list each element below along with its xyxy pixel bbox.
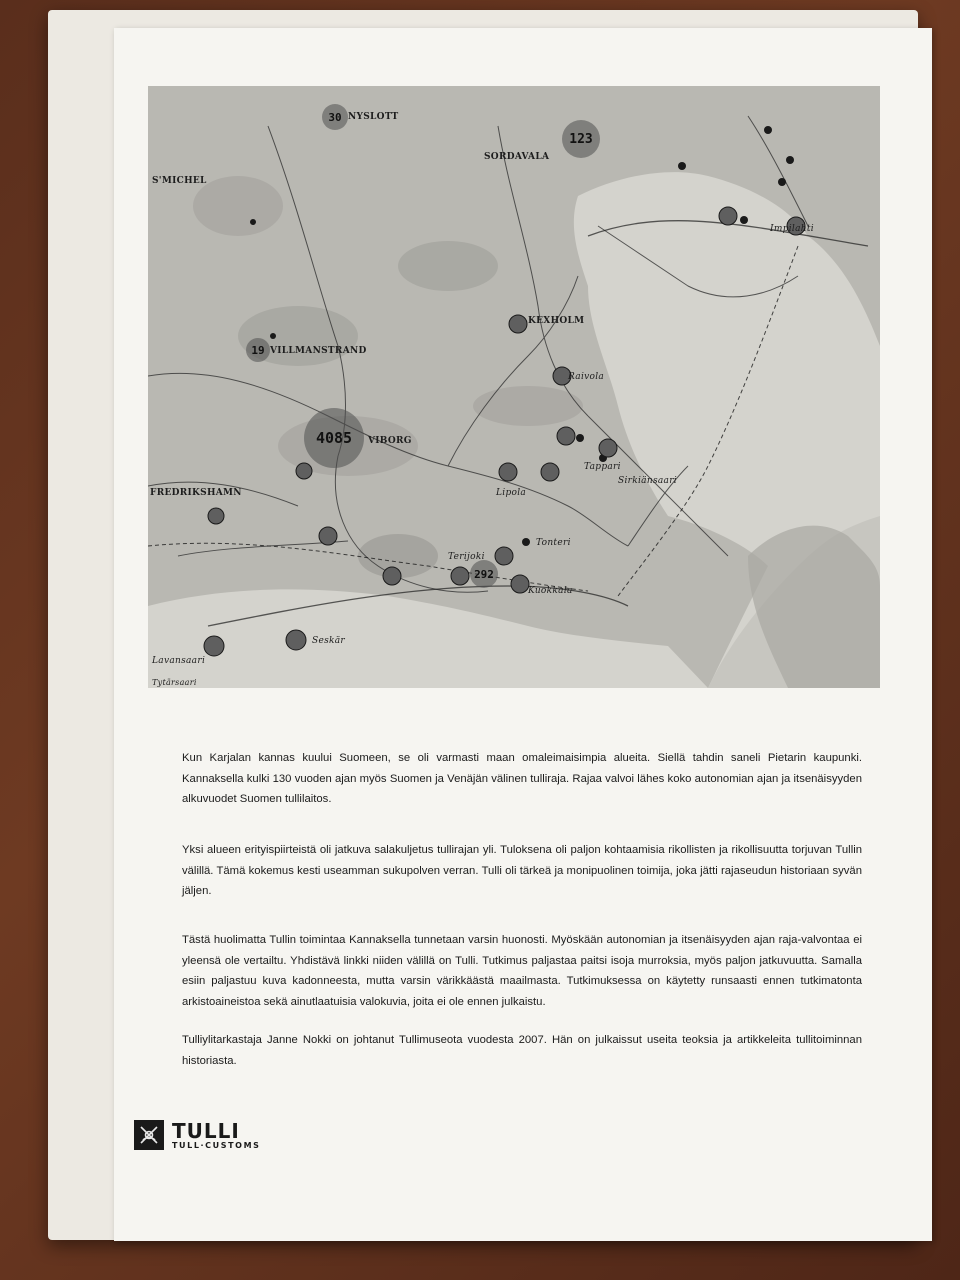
label-tappari: Tappari (584, 462, 621, 472)
count-villmanstrand: 19 (246, 338, 270, 362)
label-st-michel: S'MICHEL (152, 176, 207, 186)
paragraph-author: Tulliylitarkastaja Janne Nokki on johtanut Tullimuseota vuodesta 2007. Hän on julkaissut useita teoksia ja artikkeleita tullitoiminnan historiasta. (182, 1034, 862, 1067)
count-viborg: 4085 (304, 408, 364, 468)
logo-name: TULLI (172, 1118, 240, 1143)
label-terijoki: Terijoki (448, 552, 485, 562)
paragraph-intro: Kun Karjalan kannas kuului Suomeen, se oli varmasti maan omaleimaisimpia alueita. Siellä tahdin saneli Pietarin kaupunki. Kannaksella kulki 130 vuoden ajan myös Suomen ja Venäjän välinen tulliraja. Rajaa valvoi lähes koko autonomian ajan ja itsenäisyyden alkuvuodet Suomen tullilaitos. (182, 752, 862, 805)
paragraph-research: Tästä huolimatta Tullin toimintaa Kannaksella tunnetaan varsin huonosti. Myöskään autonomian ja itsenäisyyden ajan raja-valvontaa ei yleensä ole vertailtu. Yhdistävä linkki niiden välillä on Tulli. Tutkimus paljastaa paitsi isoja murroksia, myös paljon jatkuvuutta. Samalla esiin paljastuu kuva kadonneesta, mutta varsin värikkäästä maailmasta. Tutkimuksessa on käytetty runsaasti ennen tutkimatonta arkistoaineistoa sekä ainutlaatuisia valokuvia, joita ei ole ennen julkaistu. (182, 934, 862, 1008)
map-graphic (148, 86, 880, 688)
customs-emblem-icon (134, 1120, 164, 1150)
label-lipola: Lipola (496, 488, 527, 498)
label-seskar: Seskär (312, 636, 346, 646)
tulli-logo (134, 1120, 261, 1150)
label-nyslott: NYSLOTT (348, 112, 399, 122)
book-cover (48, 10, 918, 1240)
back-cover-page (114, 28, 932, 1241)
label-viborg: VIBORG (368, 436, 412, 446)
label-sordavala: SORDAVALA (484, 152, 550, 162)
count-nyslott: 30 (322, 104, 348, 130)
count-sordavala: 123 (562, 120, 600, 158)
label-kexholm: KEXHOLM (528, 316, 585, 326)
historical-map (148, 86, 880, 688)
label-tonteri: Tonteri (536, 538, 571, 548)
label-tytarsaari: Tytärsaari (152, 678, 197, 687)
count-terijoki: 292 (470, 560, 498, 588)
label-fredrikshamn: FREDRIKSHAMN (150, 488, 242, 498)
label-villmanstrand: VILLMANSTRAND (270, 346, 367, 356)
logo-subtitle: TULL·CUSTOMS (172, 1140, 261, 1150)
label-raivola: Raivola (568, 372, 605, 382)
label-sirkiansaari: Sirkiänsaari (618, 476, 677, 486)
label-kuokkala: Kuokkala (528, 586, 573, 596)
label-impilahti: Impilahti (770, 224, 814, 234)
paragraph-smuggling: Yksi alueen erityispiirteistä oli jatkuva salakuljetus tullirajan yli. Tuloksena oli paljon kohtaamisia rikollisten ja rikollisuutta torjuvan Tullin välillä. Tämä kokemus kesti useamman sukupolven verran. Tulli oli tärkeä ja monipuolinen toimija, joka jätti rajaseudun historiaan syvän jäljen. (182, 844, 862, 897)
label-lavansaari: Lavansaari (152, 656, 206, 666)
